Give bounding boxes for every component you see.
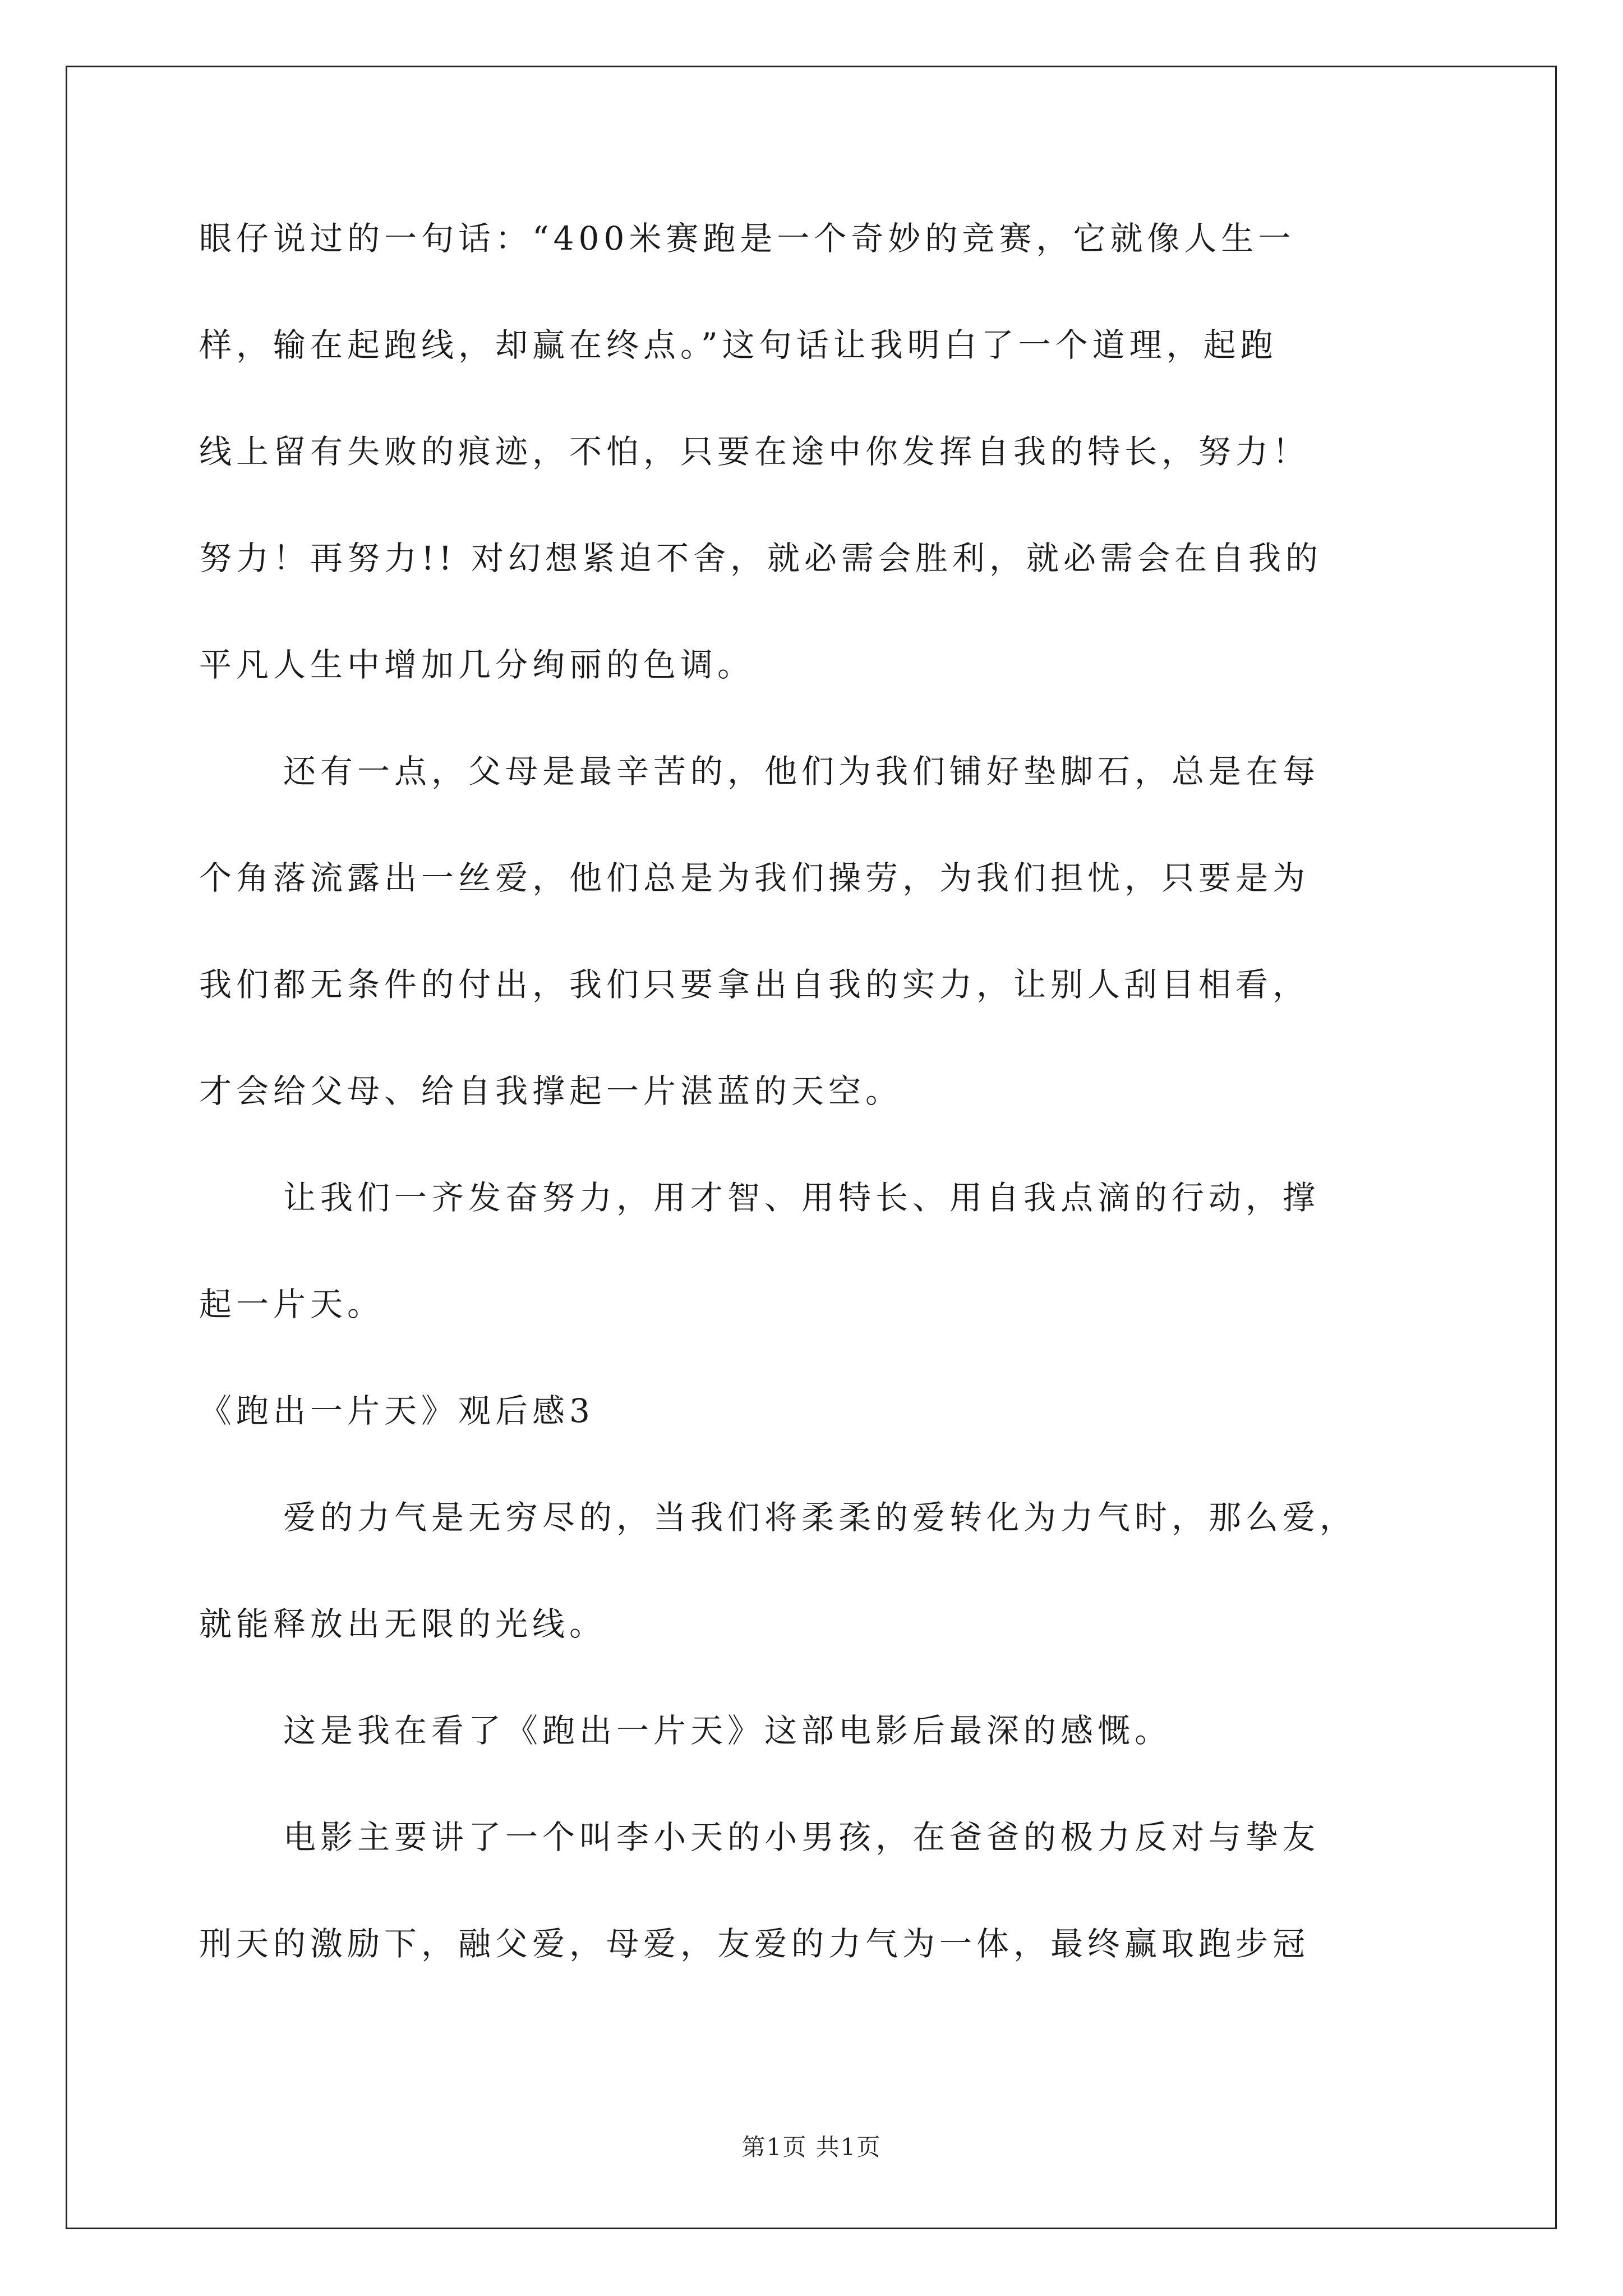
- text-line: 样，输在起跑线，却赢在终点。”这句话让我明白了一个道理，起跑: [199, 326, 1278, 364]
- section-heading: 《跑出一片天》观后感3: [199, 1392, 594, 1430]
- text-line: 努力！再努力!! 对幻想紧迫不舍，就必需会胜利，就必需会在自我的: [199, 539, 1323, 577]
- text-line: 起一片天。: [199, 1285, 385, 1323]
- text-line: 眼仔说过的一句话：“400米赛跑是一个奇妙的竞赛，它就像人生一: [199, 219, 1295, 257]
- page-footer: 第1页 共1页: [741, 2133, 882, 2161]
- text-line: 让我们一齐发奋努力，用才智、用特长、用自我点滴的行动，撑: [283, 1179, 1320, 1217]
- text-line: 刑天的激励下，融父爱，母爱，友爱的力气为一体，最终赢取跑步冠: [199, 1925, 1310, 1963]
- text-line: 电影主要讲了一个叫李小天的小男孩，在爸爸的极力反对与挚友: [283, 1818, 1320, 1856]
- document-body: [199, 185, 1433, 1997]
- text-line: 这是我在看了《跑出一片天》这部电影后最深的感慨。: [283, 1711, 1172, 1750]
- text-line: 我们都无条件的付出，我们只要拿出自我的实力，让别人刮目相看，: [199, 965, 1310, 1004]
- text-line: 爱的力气是无穷尽的，当我们将柔柔的爱转化为力气时，那么爱，: [283, 1498, 1357, 1536]
- text-line: 平凡人生中增加几分绚丽的色调。: [199, 646, 755, 684]
- text-line: 个角落流露出一丝爱，他们总是为我们操劳，为我们担忧，只要是为: [199, 859, 1310, 897]
- text-line: 就能释放出无限的光线。: [199, 1605, 607, 1643]
- text-line: 还有一点，父母是最辛苦的，他们为我们铺好垫脚石，总是在每: [283, 752, 1320, 790]
- text-line: 线上留有失败的痕迹，不怕，只要在途中你发挥自我的特长，努力！: [199, 432, 1310, 471]
- text-line: 才会给父母、给自我撑起一片湛蓝的天空。: [199, 1072, 903, 1110]
